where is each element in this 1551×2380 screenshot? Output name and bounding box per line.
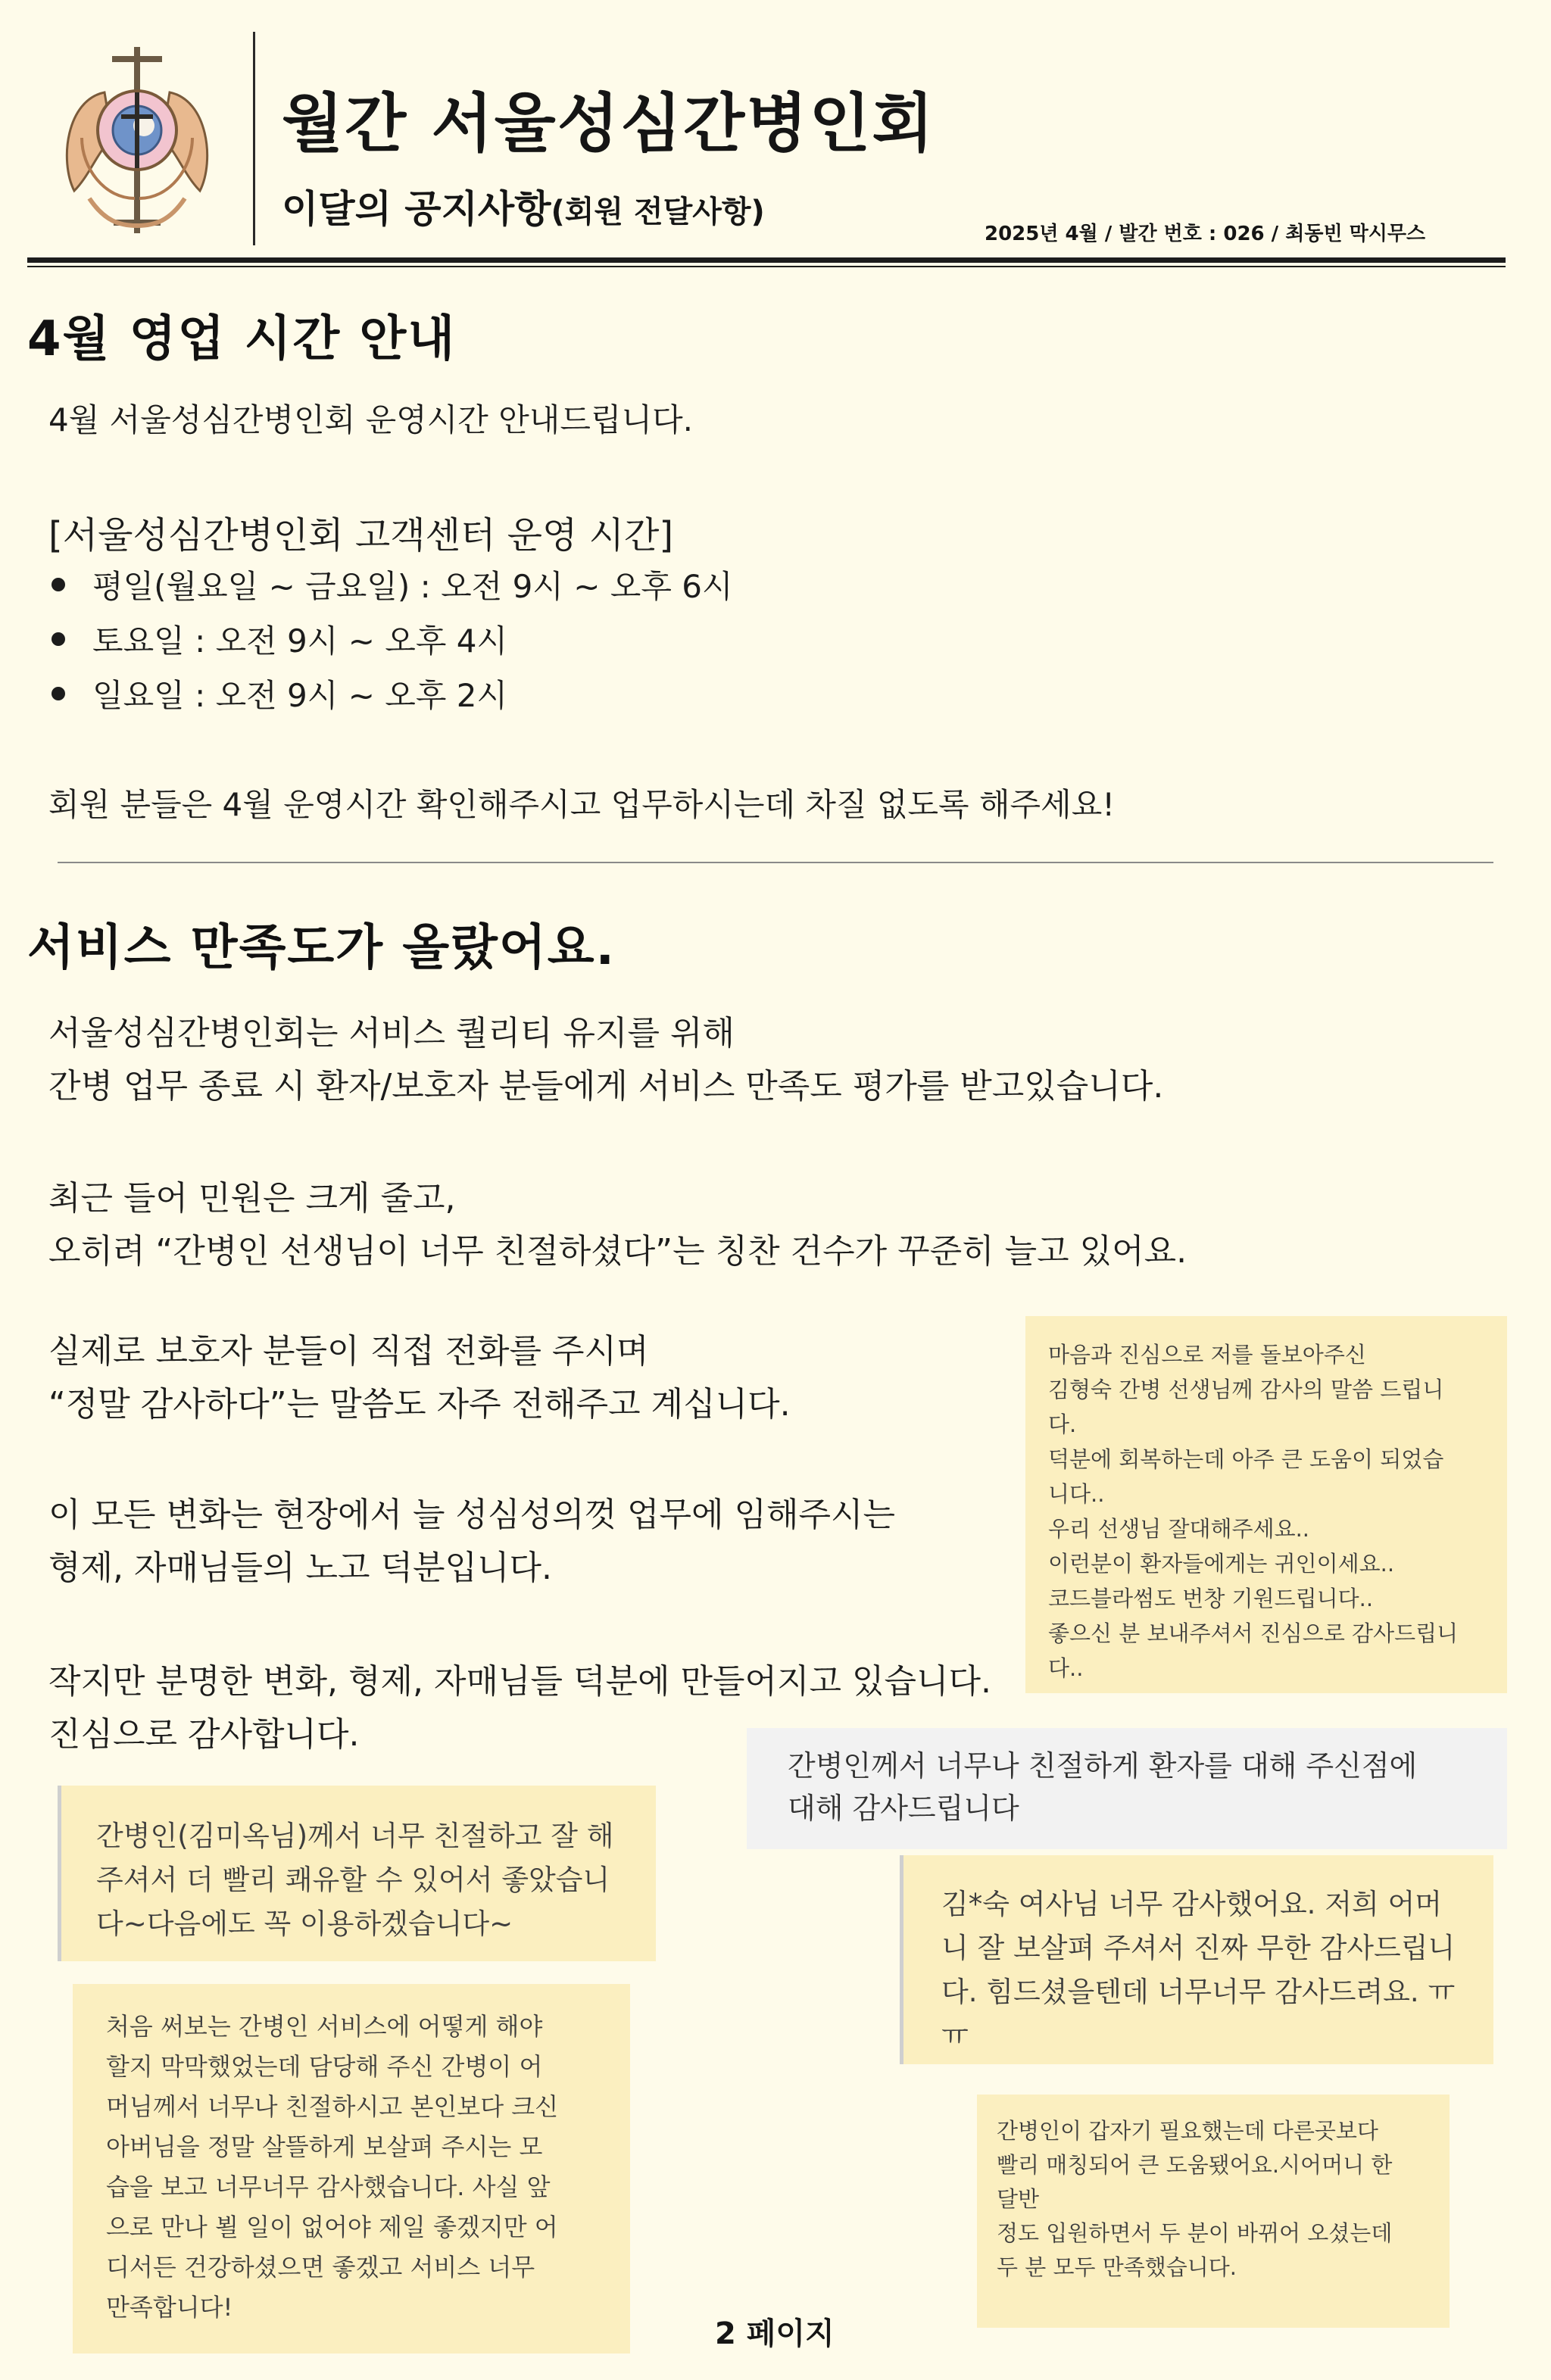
header-rule-thick [27, 257, 1506, 263]
satisfaction-paragraph [48, 1007, 1163, 1113]
hours-item-text: 일요일 : 오전 9시 ~ 오후 2시 [92, 677, 508, 714]
review-line: 마음과 진심으로 저를 돌보아주신 [1048, 1342, 1366, 1368]
newsletter-subtitle [282, 179, 765, 233]
review-line: 김형숙 간병 선생님께 감사의 말씀 드립니 [1048, 1377, 1444, 1402]
review-line: 주셔서 더 빨리 쾌유할 수 있어서 좋았습니 [96, 1864, 610, 1896]
review-card [1025, 1316, 1507, 1693]
review-line: ㅠ [941, 2020, 969, 2052]
review-line: 정도 입원하면서 두 분이 바뀌어 오셨는데 [997, 2220, 1393, 2246]
paragraph-line: “정말 감사하다”는 말씀도 자주 전해주고 계십니다. [48, 1385, 791, 1424]
paragraph-line: 서울성심간병인회는 서비스 퀄리티 유지를 위해 [48, 1014, 735, 1053]
section-divider [58, 862, 1493, 863]
paragraph-line: 최근 들어 민원은 크게 줄고, [48, 1179, 456, 1218]
paragraph-line: 작지만 분명한 변화, 형제, 자매님들 덕분에 만들어지고 있습니다. [48, 1662, 991, 1701]
review-line: 다. 힘드셨을텐데 너무너무 감사드려요. ㅠ [941, 1976, 1456, 2008]
bullet-icon [51, 687, 65, 700]
hours-item-text: 토요일 : 오전 9시 ~ 오후 4시 [92, 622, 508, 660]
review-line: 머님께서 너무나 친절하시고 본인보다 크신 [106, 2092, 559, 2121]
header-rule-thin [27, 266, 1506, 267]
satisfaction-paragraph [48, 1325, 791, 1431]
subtitle-paren: (회원 전달사항) [551, 195, 765, 229]
review-line: 두 분 모두 만족했습니다. [997, 2254, 1237, 2280]
review-card [900, 1855, 1493, 2064]
review-line: 니 잘 보살펴 주셔서 진짜 무한 감사드립니 [941, 1932, 1456, 1964]
review-line: 달반 [997, 2186, 1040, 2212]
hours-item-text: 평일(월요일 ~ 금요일) : 오전 9시 ~ 오후 6시 [92, 568, 733, 605]
review-line: 이런분이 환자들에게는 귀인이세요.. [1048, 1551, 1395, 1577]
review-line: 대해 감사드립니다 [788, 1792, 1019, 1825]
review-line: 습을 보고 너무너무 감사했습니다. 사실 앞 [106, 2173, 551, 2201]
review-line: 간병인께서 너무나 친절하게 환자를 대해 주신점에 [788, 1749, 1418, 1783]
hours-intro: 4월 서울성심간병인회 운영시간 안내드립니다. [48, 401, 693, 438]
review-line: 빨리 매칭되어 큰 도움됐어요.시어머니 한 [997, 2152, 1393, 2178]
paragraph-line: 진심으로 감사합니다. [48, 1715, 360, 1754]
bullet-icon [51, 578, 65, 591]
hours-item-sunday [48, 671, 507, 716]
review-line: 디서든 건강하셨으면 좋겠고 서비스 너무 [106, 2253, 535, 2282]
review-card [73, 1984, 630, 2353]
hours-list-title: [서울성심간병인회 고객센터 운영 시간] [48, 514, 674, 557]
organization-logo [59, 47, 215, 233]
review-line: 우리 선생님 잘대해주세요.. [1048, 1516, 1310, 1542]
review-line: 코드블라썸도 번창 기원드립니다.. [1048, 1586, 1374, 1611]
review-line: 할지 막막했었는데 담당해 주신 간병이 어 [106, 2052, 543, 2081]
review-line: 니다.. [1048, 1481, 1105, 1507]
review-line: 다. [1048, 1411, 1077, 1437]
bullet-icon [51, 632, 65, 646]
review-line: 좋으신 분 보내주셔서 진심으로 감사드립니 [1048, 1620, 1459, 1646]
paragraph-line: 형제, 자매님들의 노고 덕분입니다. [48, 1549, 552, 1587]
review-card [747, 1728, 1507, 1849]
review-card [58, 1786, 656, 1961]
review-line: 다~다음에도 꼭 이용하겠습니다~ [96, 1907, 513, 1940]
review-line: 덕분에 회복하는데 아주 큰 도움이 되었습 [1048, 1446, 1444, 1472]
review-line: 간병인이 갑자기 필요했는데 다른곳보다 [997, 2118, 1378, 2144]
review-line: 다.. [1048, 1655, 1084, 1681]
issue-info: 2025년 4월 / 발간 번호 : 026 / 최동빈 막시무스 [985, 223, 1426, 245]
hours-item-saturday [48, 616, 507, 662]
paragraph-line: 이 모든 변화는 현장에서 늘 성심성의껏 업무에 임해주시는 [48, 1496, 895, 1534]
hours-outro: 회원 분들은 4월 운영시간 확인해주시고 업무하시는데 차질 없도록 해주세요! [48, 786, 1116, 823]
review-line: 간병인(김미옥님)께서 너무 친절하고 잘 해 [96, 1820, 614, 1852]
subtitle-main: 이달의 공지사항 [282, 187, 551, 231]
paragraph-line: 오히려 “간병인 선생님이 너무 친절하셨다”는 칭찬 건수가 꾸준히 늘고 있어요. [48, 1232, 1187, 1271]
satisfaction-paragraph [48, 1489, 895, 1595]
review-line: 김*숙 여사님 너무 감사했어요. 저희 어머 [941, 1888, 1442, 1920]
review-line: 아버님을 정말 살뜰하게 보살펴 주시는 모 [106, 2132, 543, 2161]
review-line: 만족합니다! [106, 2293, 233, 2322]
page-number: 2 페이지 [715, 2316, 835, 2351]
paragraph-line: 실제로 보호자 분들이 직접 전화를 주시며 [48, 1332, 649, 1371]
header-vertical-rule [253, 32, 255, 245]
review-line: 처음 써보는 간병인 서비스에 어떻게 해야 [106, 2012, 543, 2041]
paragraph-line: 간병 업무 종료 시 환자/보호자 분들에게 서비스 만족도 평가를 받고있습니다. [48, 1067, 1164, 1106]
satisfaction-paragraph [48, 1172, 1187, 1278]
hours-item-weekday [48, 562, 733, 607]
review-card [977, 2095, 1450, 2328]
section-title-hours: 4월 영업 시간 안내 [27, 311, 457, 367]
section-title-satisfaction: 서비스 만족도가 올랐어요. [27, 920, 616, 976]
review-line: 으로 만나 뵐 일이 없어야 제일 좋겠지만 어 [106, 2213, 558, 2241]
newsletter-title: 월간 서울성심간병인회 [282, 86, 935, 161]
